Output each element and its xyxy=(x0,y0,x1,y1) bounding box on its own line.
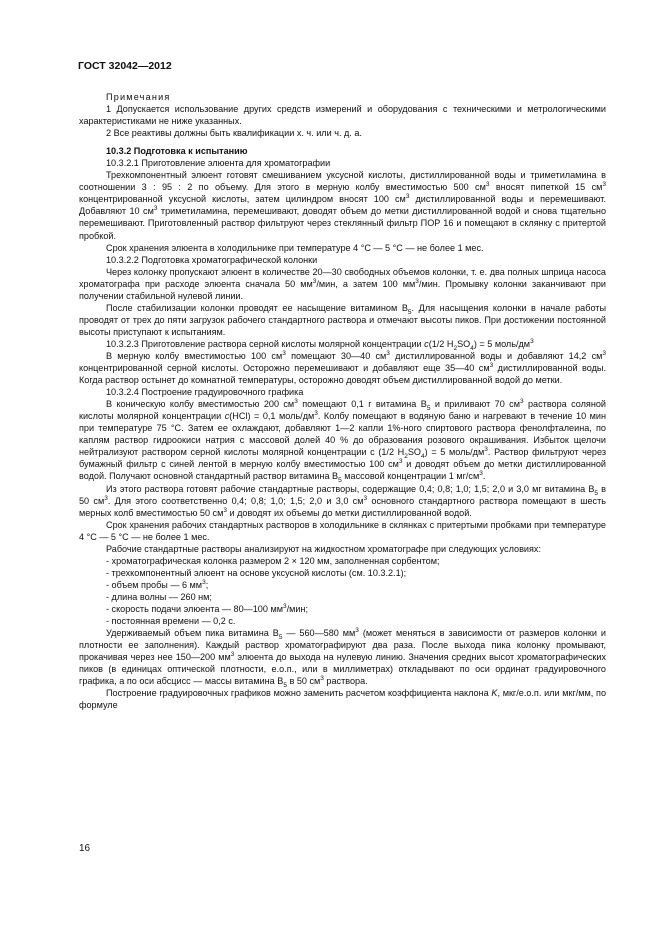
list-item: - трехкомпонентный элюент на основе уксусной кислоты (см. 10.3.2.1); xyxy=(106,567,407,578)
notes-title: Примечания xyxy=(106,92,171,102)
paragraph: В коническую колбу вместимостью 200 $см^3$ помещают 0,1 г витамина $B_5$ и приливают 70 $см^3$ раствора соляной кислоты молярной концентрации c(HCl) = 0,1 моль/$дм^3$. Колбу помещают в водяную баню и нагревают в течение 10 мин при температуре 75 °С. Затем ее охлаждают, добавляют 1—2 капли 1%-ного спиртового раствора фенолфталеина, по каплям раствор гидроокиси натрия с массовой долей 40 % до образования розового окрашивания. Избыток щелочи нейтрализуют раствором серной кислоты молярной концентрации с (1/2 $H_2SO_4) = 5$ моль/$дм^3$. Раствор фильтруют через бумажный фильтр с синей лентой в мерную колбу вместимостью 100 $см^3$ и доводят объем до метки дистиллированной водой. Получают основной стандартный раствор витамина $B_5$ массовой концентрации 1 $мг/см^3$. xyxy=(79,398,607,485)
document-header: ГОСТ 32042—2012 xyxy=(78,60,172,72)
subsection-title: 10.3.2.3 Приготовление раствора серной кислоты молярной концентрации c(1/2 $H_2SO_4) = 5$ моль/$дм^3$ xyxy=(106,337,534,352)
paragraph: Рабочие стандартные растворы анализируют на жидкостном хроматографе при следующих условиях: xyxy=(106,543,541,554)
note-2: 2 Все реактивы должны быть квалификации х. ч. или ч. д. а. xyxy=(106,128,362,139)
list-item: - скорость подачи элюента — 80—100 $мм^3$/мин; xyxy=(106,602,308,614)
paragraph: Трехкомпонентный элюент готовят смешиванием уксусной кислоты, дистиллированной воды и триметиламина в соотношении 3 : 95 : 2 по объему. Для этого в мерную колбу вместимостью 500 $см^3$ вносят пипеткой 15 $см^3$ концентрированной уксусной кислоты, затем цилиндром вносят 100 $см^3$ дистиллированной воды и перемешивают. Добавляют 10 $см^3$ триметиламина, перемешивают, доводят объем до метки дистиллированной водой и снова тщательно перемешивают. Приготовленный раствор фильтруют через стеклянный фильтр ПОР 16 и помещают в склянку с притертой пробкой. xyxy=(79,170,607,241)
subsection-title: 10.3.2.1 Приготовление элюента для хроматографии xyxy=(106,158,331,169)
subsection-title: 10.3.2.4 Построение градуировочного графика xyxy=(106,387,304,398)
paragraph: Срок хранения элюента в холодильнике при температуре 4 °С — 5 °С — не более 1 мес. xyxy=(106,242,484,253)
paragraph: После стабилизации колонки проводят ее насыщение витамином $B_5$. Для насыщения колонки в начале работы проводят от трех до пяти загрузок рабочего стандартного раствора и отмечают высоты пиков. При достижении постоянной высоты приступают к испытаниям. xyxy=(79,302,607,337)
paragraph: В мерную колбу вместимостью 100 $см^3$ помещают 30—40 $см^3$ дистиллированной воды и добавляют 14,2 $см^3$ концентрированной серной кислоты. Осторожно перемешивают и добавляют еще 35—40 $см^3$ дистиллированной воды. Когда раствор остынет до комнатной температуры, осторожно доводят объем дистиллированной водой до метки. xyxy=(79,349,606,386)
paragraph: Из этого раствора готовят рабочие стандартные растворы, содержащие 0,4; 0,8; 1,0; 1,5; 2,0 и 3,0 мг витамина $B_5$ в 50 $см^3$. Для этого соответственно 0,4; 0,8; 1,0; 1,5; 2,0 и 3,0 $см^3$ основного стандартного раствора помещают в шесть мерных колб вместимостью 50 $см^3$ и доводят их объемы до метки дистиллированной водой. xyxy=(79,483,606,518)
list-item: - постоянная времени — 0,2 с. xyxy=(106,616,236,627)
note-1: 1 Допускается использование других средств измерений и оборудования с техническими и метрологическими характеристиками не ниже указанных. xyxy=(79,104,606,127)
section-title: 10.3.2 Подготовка к испытанию xyxy=(106,146,248,157)
paragraph: Через колонку пропускают элюент в количестве 20—30 свободных объемов колонки, т. е. два полных шприца насоса хроматографа при расходе элюента сначала 50 $мм^3$/мин, а затем 100 $мм^3$/мин. Промывку колонки заканчивают при получении стабильной нулевой линии. xyxy=(79,266,606,301)
list-item: - длина волны — 260 нм; xyxy=(106,591,212,602)
page-number: 16 xyxy=(79,843,91,854)
paragraph: Построение градуировочных графиков можно заменить расчетом коэффициента наклона K, мкг/е.о.п. или мкг/мм, по формуле xyxy=(79,688,607,711)
document-body xyxy=(79,91,606,711)
paragraph: Срок хранения рабочих стандартных растворов в холодильнике в склянках с притертыми пробками при температуре 4 °С — 5 °С — не более 1 мес. xyxy=(79,519,606,542)
list-item: - объем пробы — 6 $мм^3$; xyxy=(106,578,209,590)
list-item: - хроматографическая колонка размером 2 × 120 мм, заполненная сорбентом; xyxy=(106,555,440,566)
paragraph: Удерживаемый объем пика витамина $B_5$ — 560—580 $мм^3$ (может меняться в зависимости от размеров колонки и плотности ее заполнения). Каждый раствор хроматографируют два раза. После выхода пика колонку промывают, прокачивая через нее 150—200 $мм^3$ элюента до выхода на нулевую линию. Значения средних высот хроматографических пиков (в единицах оптической плотности, е.о.п., или в миллиметрах) откладывают по оси ординат градуировочного графика, а по оси абсцисс — массы витамина $B_5$ в 50 $см^3$ раствора. xyxy=(79,627,606,690)
subsection-title: 10.3.2.2 Подготовка хроматографической колонки xyxy=(106,254,318,265)
